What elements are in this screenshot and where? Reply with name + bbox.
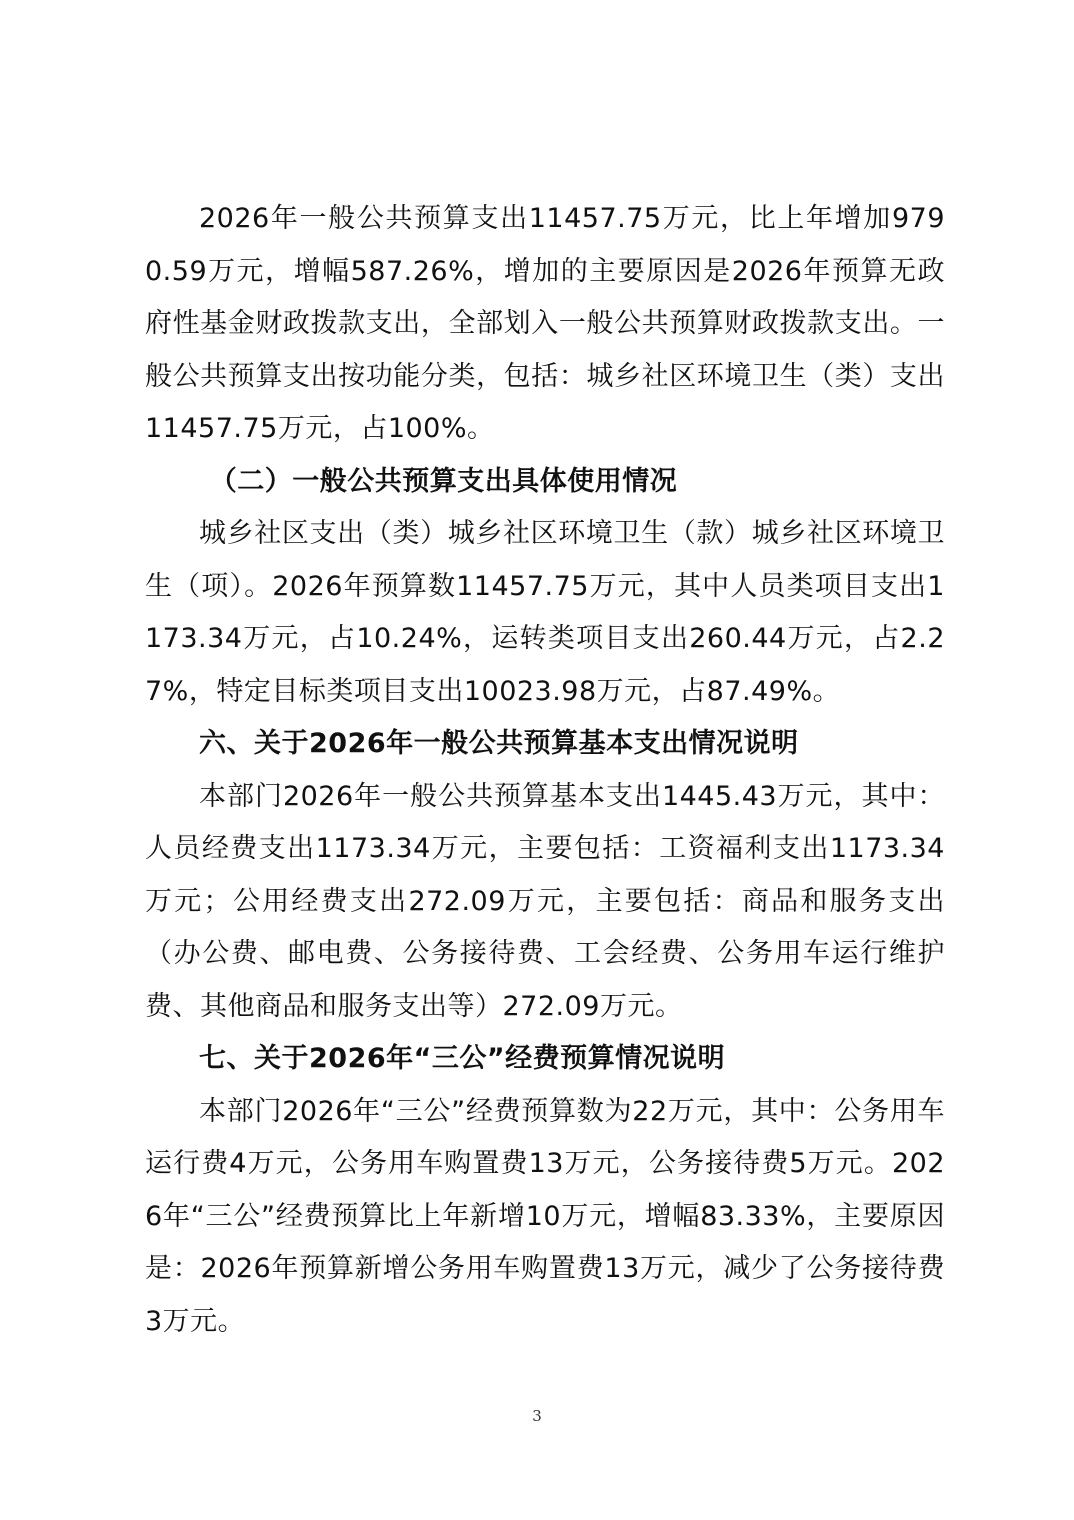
page-number: 3 (532, 1407, 542, 1425)
document-body (145, 193, 945, 1348)
heading-specific-usage: （二）一般公共预算支出具体使用情况 (209, 465, 678, 497)
heading-three-public-expenses: 七、关于2026年“三公”经费预算情况说明 (199, 1043, 726, 1074)
paragraph-specific-usage: 城乡社区支出（类）城乡社区环境卫生（款）城乡社区环境卫生（项）。2026年预算数11457.75万元，其中人员类项目支出1173.34万元，占10.24%，运转类项目支出260.44万元，占2.27%，特定目标类项目支出10023.98万元，占87.49%。 (145, 518, 945, 707)
paragraph-general-budget-expenditure: 2026年一般公共预算支出11457.75万元，比上年增加9790.59万元，增幅587.26%，增加的主要原因是2026年预算无政府性基金财政拨款支出，全部划入一般公共预算财政拨款支出。一般公共预算支出按功能分类，包括：城乡社区环境卫生（类）支出11457.75万元，占100%。 (145, 203, 945, 444)
heading-basic-expenditure: 六、关于2026年一般公共预算基本支出情况说明 (199, 728, 799, 759)
paragraph-three-public-expenses: 本部门2026年“三公”经费预算数为22万元，其中：公务用车运行费4万元，公务用车购置费13万元，公务接待费5万元。2026年“三公”经费预算比上年新增10万元，增幅83.33%，主要原因是：2026年预算新增公务用车购置费13万元，减少了公务接待费3万元。 (145, 1095, 945, 1337)
paragraph-basic-expenditure: 本部门2026年一般公共预算基本支出1445.43万元，其中：人员经费支出1173.34万元，主要包括：工资福利支出1173.34万元；公用经费支出272.09万元，主要包括：商品和服务支出（办公费、邮电费、公务接待费、工会经费、公务用车运行维护费、其他商品和服务支出等）272.09万元。 (145, 780, 945, 1022)
